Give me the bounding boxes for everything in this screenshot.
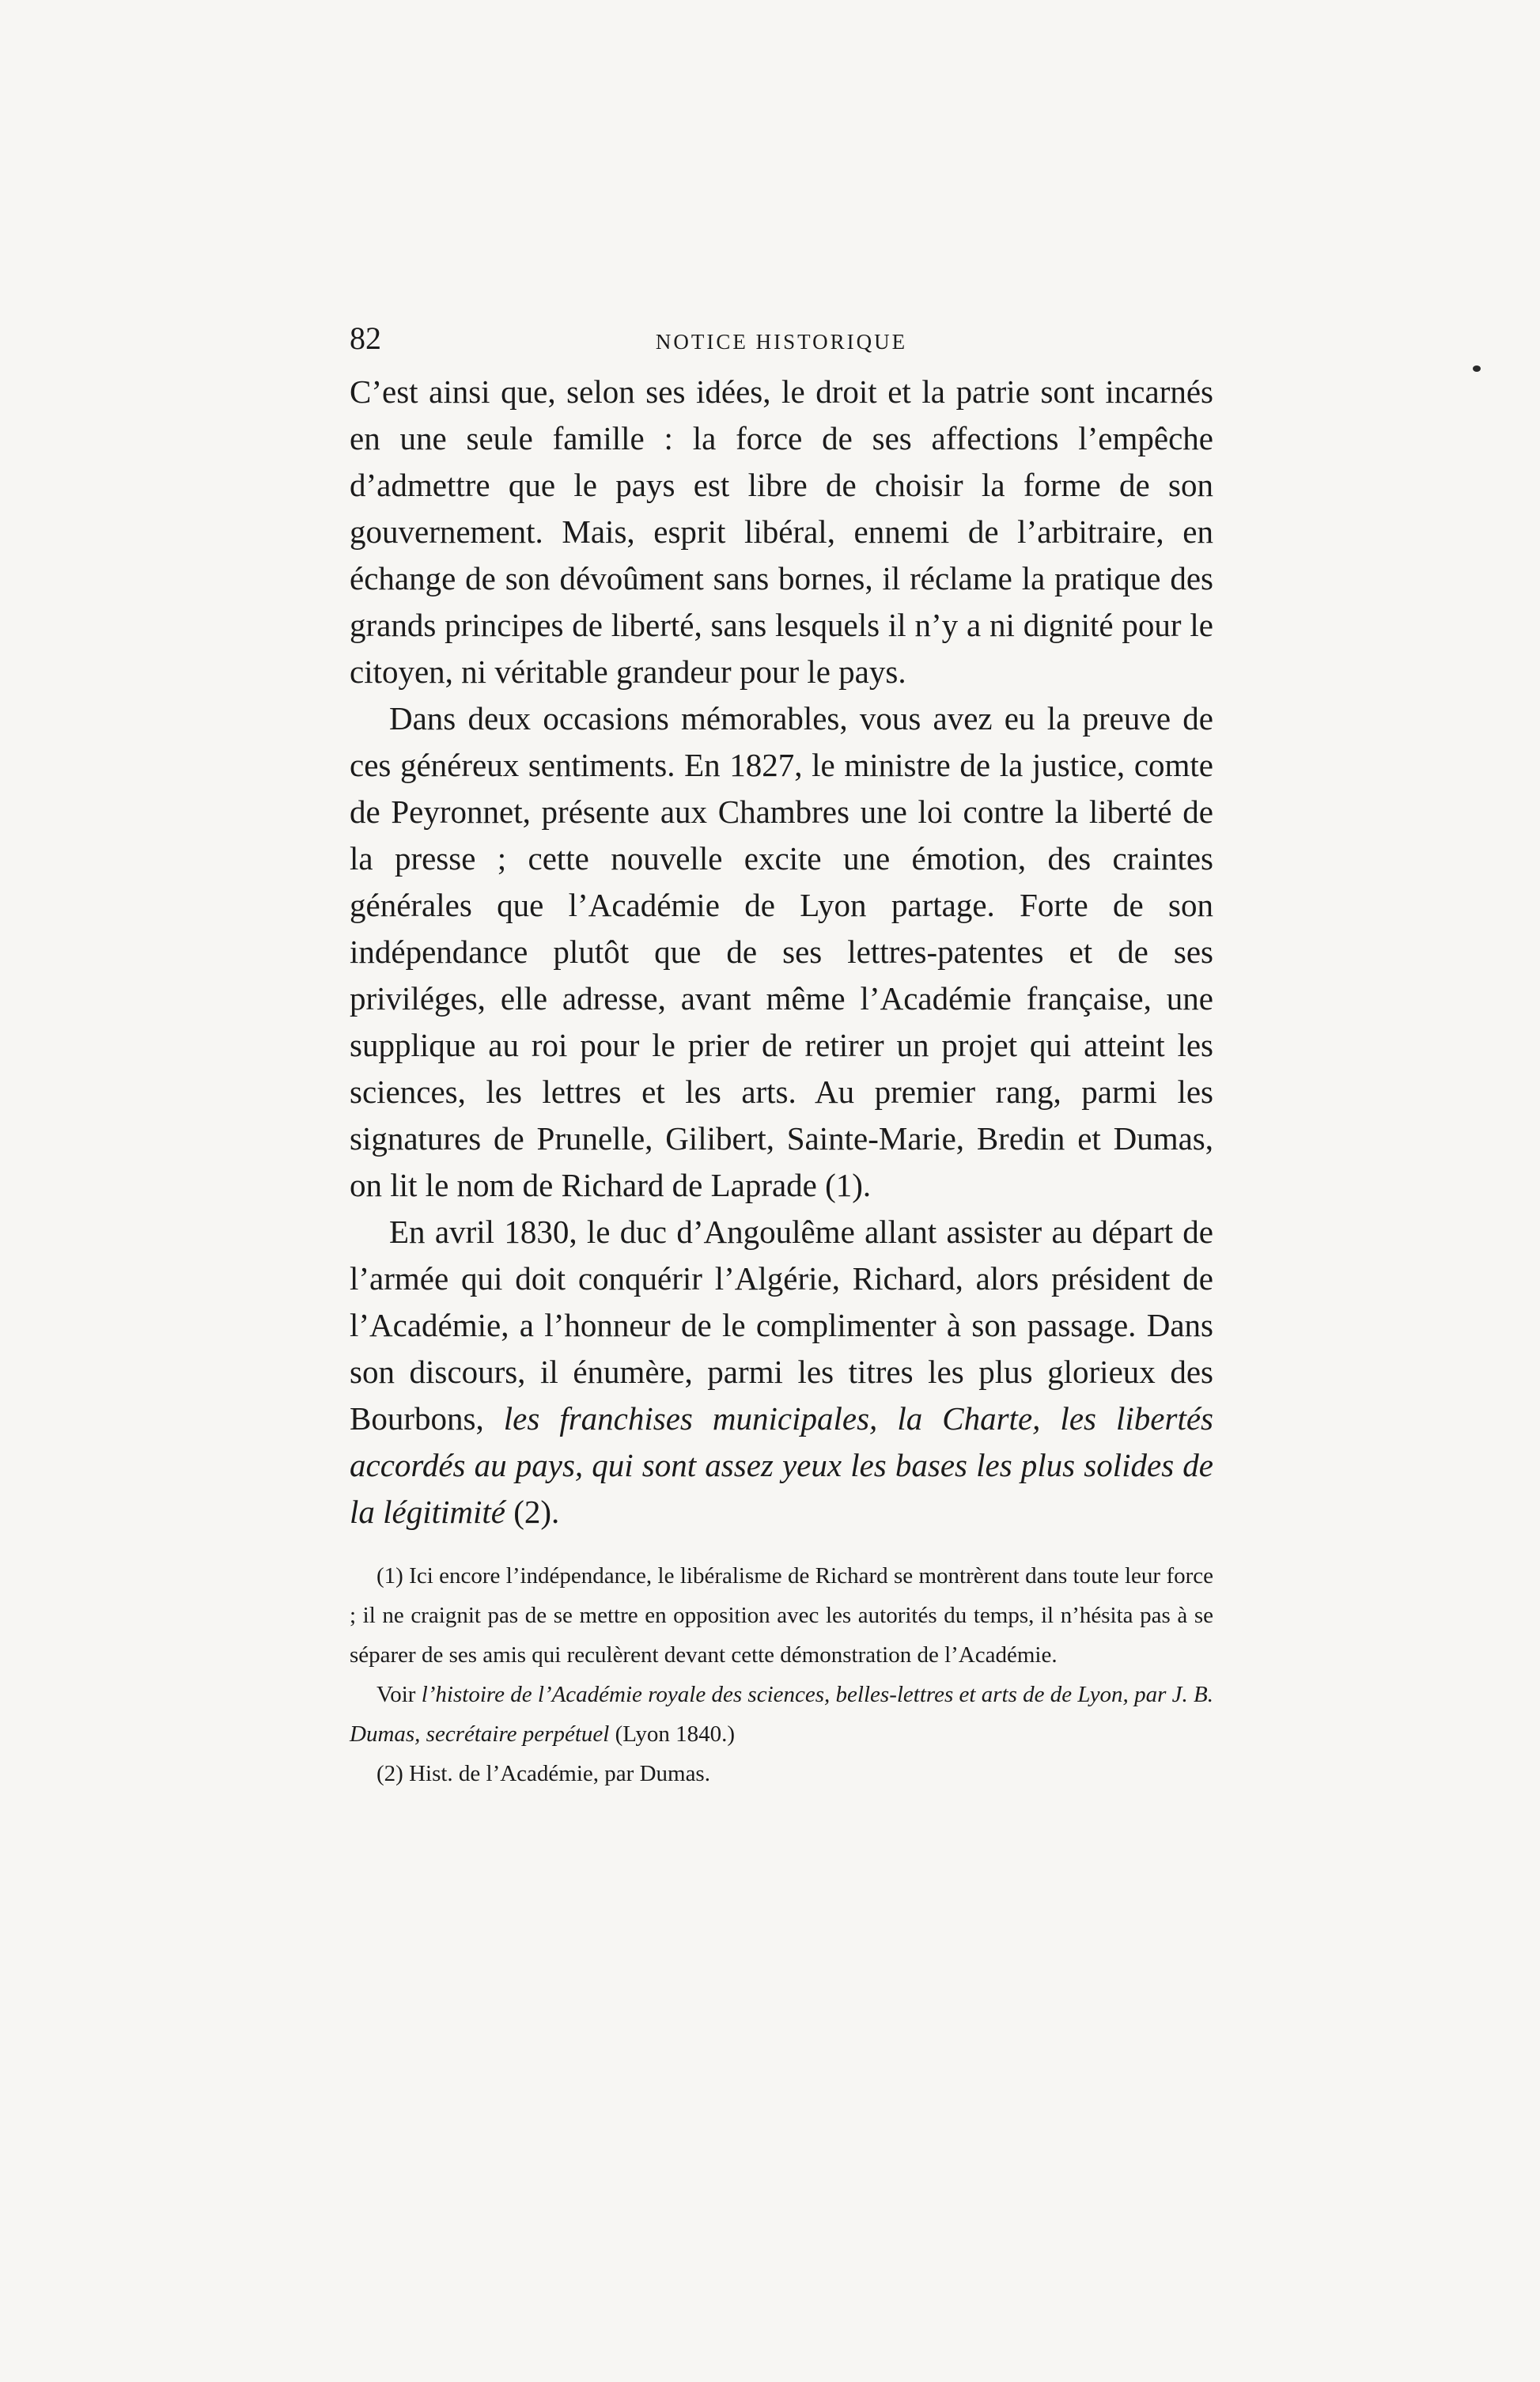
paragraph-3-text: En avril 1830, le duc d’Angoulême allant assister au départ de l’armée qui doit conquérir l’Algérie, Richard, alors président de l’Académie, a l’honneur de le complimenter à son passage. Dans son discours, il énumère, parmi les titres les plus glorieux des Bourbons, [350,1214,1213,1437]
footnote-1-reference-prefix: Voir [376,1682,422,1707]
body-text [350,369,1213,1536]
paragraph-3-italic-quote: les franchises municipales, la Charte, les libertés accordés au pays, qui sont assez yeux les bases les plus solides de la légitimité [350,1400,1213,1530]
footnote-1: (1) Ici encore l’indépendance, le libéralisme de Richard se montrèrent dans toute leur force ; il ne craignit pas de se mettre en opposition avec les autorités du temps, il n’hésita pas à se séparer de ses amis qui reculèrent devant cette démonstration de l’Académie. [350,1563,1213,1668]
ink-speck [1473,365,1481,372]
page-number: 82 [350,320,381,356]
footnote-2: (2) Hist. de l’Académie, par Dumas. [376,1761,710,1786]
paragraph-3-note-ref: (2). [505,1494,560,1530]
paragraph-2: Dans deux occasions mémorables, vous avez eu la preuve de ces généreux sentiments. En 1827, le ministre de la justice, comte de Peyronnet, présente aux Chambres une loi contre la liberté de la presse ; cette nouvelle excite une émotion, des craintes générales que l’Académie de Lyon partage. Forte de son indépendance plutôt que de ses lettres-patentes et de ses priviléges, elle adresse, avant même l’Académie française, une supplique au roi pour le prier de retirer un projet qui atteint les sciences, les lettres et les arts. Au premier rang, parmi les signatures de Prunelle, Gilibert, Sainte-Marie, Bredin et Dumas, on lit le nom de Richard de Laprade (1). [350,700,1213,1203]
paragraph-1: C’est ainsi que, selon ses idées, le droit et la patrie sont incarnés en une seule famille : la force de ses affections l’empêche d’admettre que le pays est libre de choisir la forme de son gouvernement. Mais, esprit libéral, ennemi de l’arbitraire, en échange de son dévoûment sans bornes, il réclame la pratique des grands principes de liberté, sans lesquels il n’y a ni dignité pour le citoyen, ni véritable grandeur pour le pays. [350,373,1213,690]
book-page [350,316,1213,1793]
footnote-1-reference-suffix: (Lyon 1840.) [609,1721,736,1747]
page-header [350,316,1213,367]
footnote-1-reference-title: l’histoire de l’Académie royale des sciences, belles-lettres et arts de de Lyon, par J. B. Dumas, secrétaire perpétuel [350,1682,1214,1747]
footnotes [350,1556,1213,1793]
footnote-1-reference [350,1675,1213,1754]
running-title: NOTICE HISTORIQUE [655,330,908,354]
paragraph-3 [350,1209,1213,1536]
